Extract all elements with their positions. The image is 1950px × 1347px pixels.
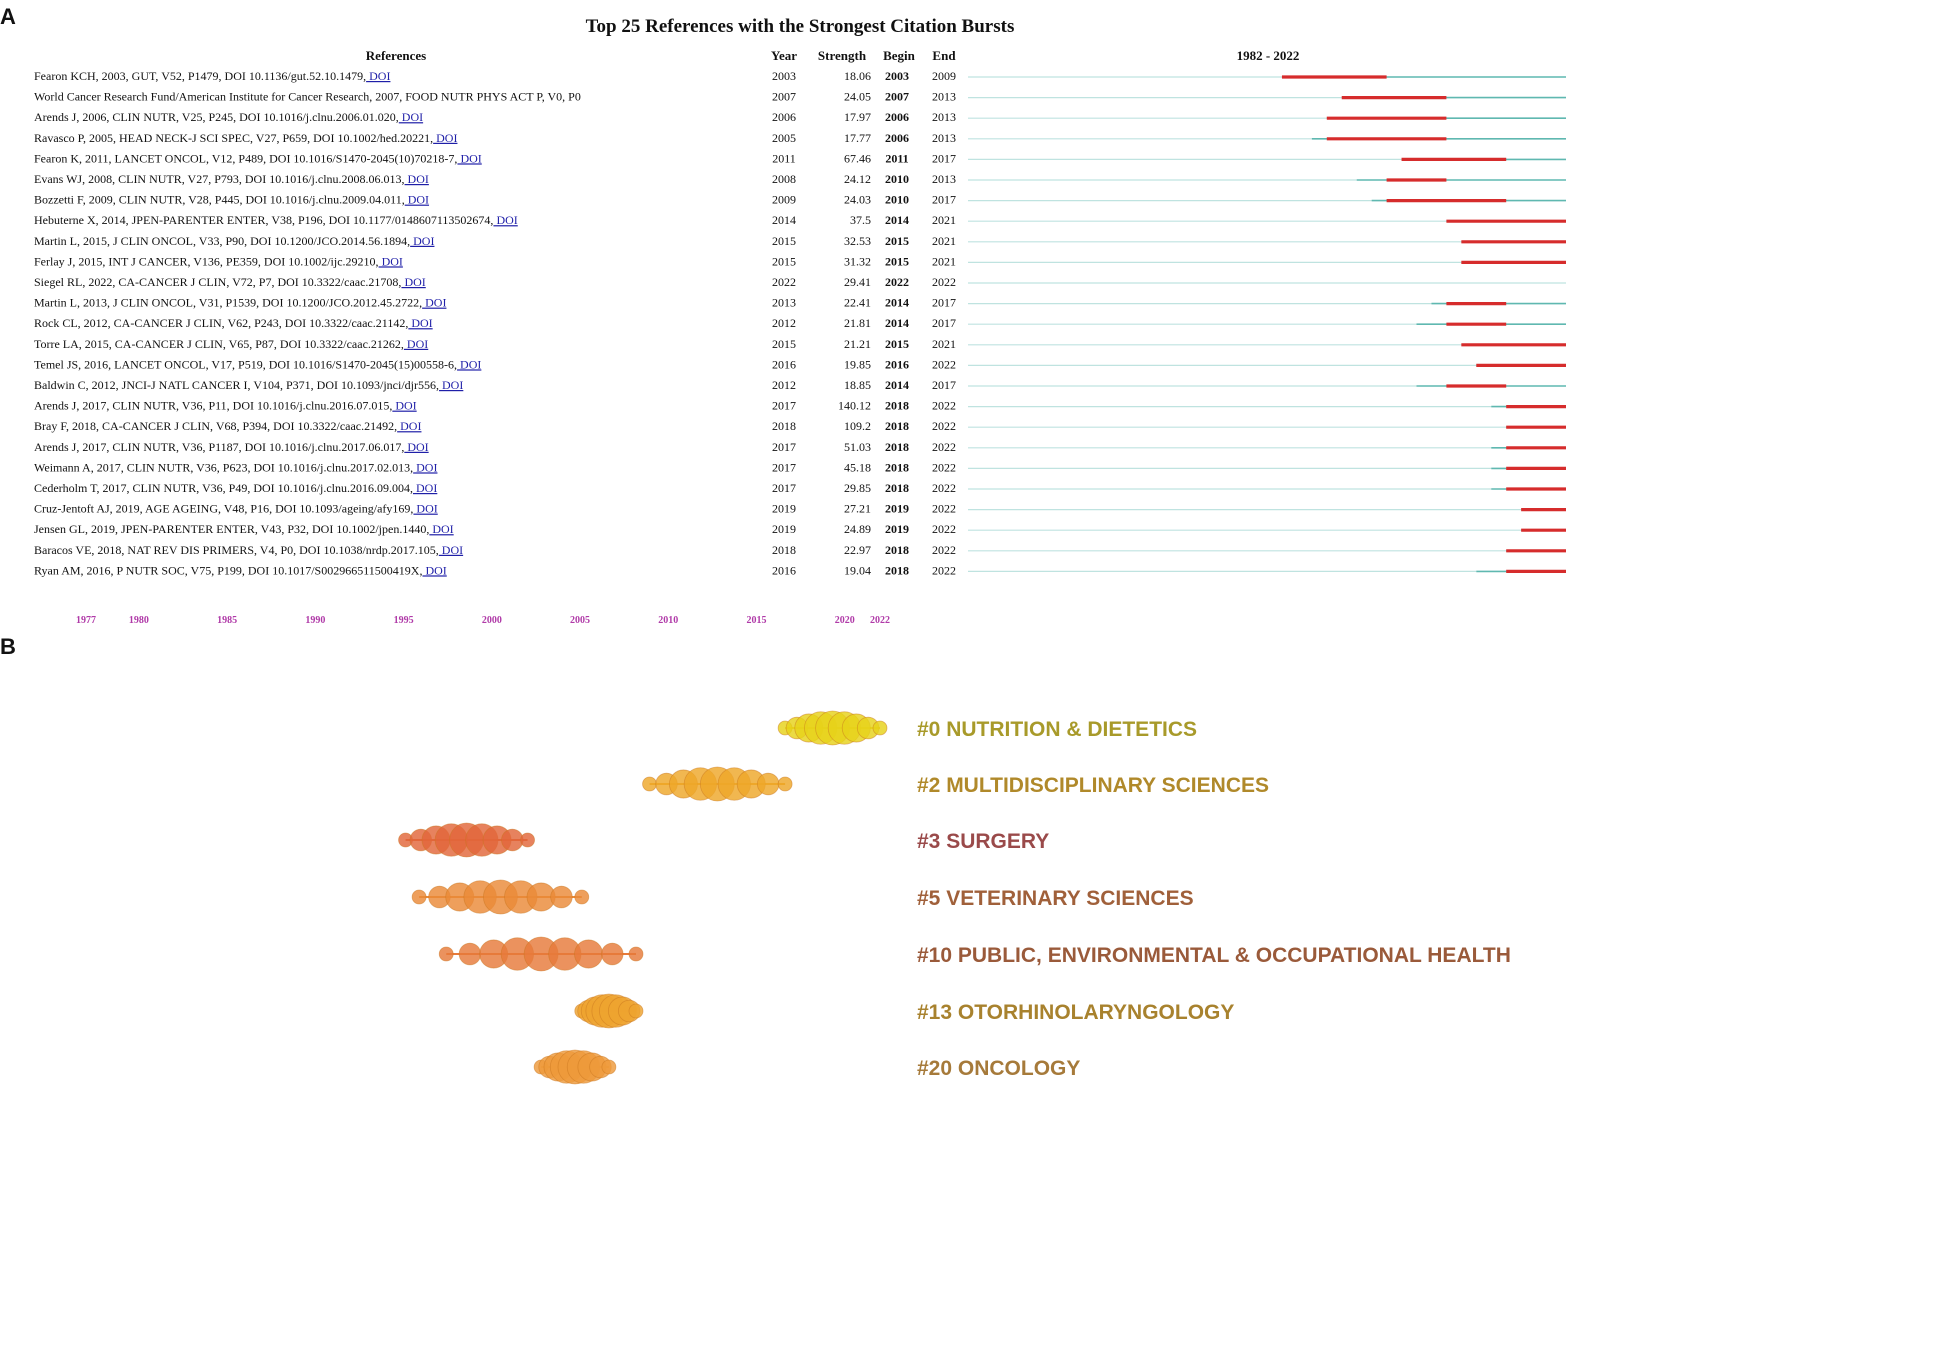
burst-end: 2022: [932, 522, 956, 537]
doi-link[interactable]: DOI: [493, 213, 518, 228]
burst-year: 2018: [772, 542, 796, 557]
burst-strength: 21.81: [844, 316, 871, 331]
doi-link[interactable]: DOI: [413, 501, 438, 516]
burst-reference: Temel JS, 2016, LANCET ONCOL, V17, P519, DOI 10.1016/S1470-2045(15)00558-6, DOI: [34, 357, 482, 372]
doi-link[interactable]: DOI: [403, 336, 429, 351]
burst-end: 2022: [932, 481, 956, 495]
burst-strength: 109.2: [844, 419, 871, 434]
burst-strength: 29.41: [844, 275, 871, 289]
burst-row: [34, 69, 1566, 83]
burst-end: 2022: [932, 542, 956, 557]
panel-b-label: B: [0, 634, 16, 659]
cluster-timeline: [399, 711, 1511, 1084]
doi-link[interactable]: DOI: [404, 192, 430, 207]
cluster-node: [601, 943, 623, 965]
burst-year: 2015: [772, 233, 796, 248]
timeline-tick-label: 2020: [834, 615, 855, 626]
burst-reference: Cederholm T, 2017, CLIN NUTR, V36, P49, DOI 10.1016/j.clnu.2016.09.004, DOI: [34, 481, 438, 495]
burst-row: [34, 193, 1566, 207]
timeline-tick-label: 1990: [305, 615, 326, 626]
doi-link[interactable]: DOI: [438, 542, 464, 557]
burst-reference: Arends J, 2017, CLIN NUTR, V36, P1187, DOI 10.1016/j.clnu.2017.06.017, DOI: [34, 439, 429, 454]
cluster-label: #10 PUBLIC, ENVIRONMENTAL & OCCUPATIONAL HEALTH: [917, 944, 1511, 967]
burst-year: 2014: [772, 213, 796, 228]
burst-end: 2017: [932, 295, 956, 310]
burst-begin: 2014: [885, 213, 909, 228]
burst-row: [34, 337, 1566, 351]
timeline-tick-label: 2000: [481, 615, 502, 626]
burst-row: [34, 481, 1566, 495]
burst-row: [34, 213, 1566, 227]
burst-begin: 2016: [885, 357, 909, 372]
cluster-node: [412, 890, 426, 904]
cluster-node: [439, 947, 453, 961]
burst-begin: 2010: [885, 172, 909, 186]
burst-row: [34, 234, 1566, 248]
doi-link[interactable]: DOI: [412, 481, 438, 495]
burst-row: [34, 378, 1566, 392]
burst-reference: Weimann A, 2017, CLIN NUTR, V36, P623, DOI 10.1016/j.clnu.2017.02.013, DOI: [34, 460, 438, 475]
burst-row: [34, 131, 1566, 145]
doi-link[interactable]: DOI: [404, 172, 429, 186]
col-header-end: End: [932, 48, 956, 63]
burst-begin: 2011: [885, 151, 909, 166]
burst-begin: 2018: [885, 398, 909, 413]
burst-end: 2013: [932, 130, 956, 145]
burst-row: [34, 543, 1566, 557]
burst-reference: Jensen GL, 2019, JPEN-PARENTER ENTER, V43, P32, DOI 10.1002/jpen.1440, DOI: [34, 522, 454, 537]
burst-table-title: Top 25 References with the Strongest Citation Bursts: [585, 16, 1015, 37]
cluster-row: [534, 1050, 1080, 1084]
burst-end: 2022: [932, 275, 956, 289]
burst-reference: Rock CL, 2012, CA-CANCER J CLIN, V62, P243, DOI 10.3322/caac.21142, DOI: [34, 316, 433, 331]
cluster-label: #5 VETERINARY SCIENCES: [917, 887, 1194, 910]
burst-reference: Bray F, 2018, CA-CANCER J CLIN, V68, P394, DOI 10.3322/caac.21492, DOI: [34, 419, 422, 434]
burst-row: [34, 151, 1566, 165]
burst-end: 2017: [932, 151, 956, 166]
burst-year: 2018: [772, 419, 796, 434]
doi-link[interactable]: DOI: [392, 398, 417, 413]
burst-strength: 24.03: [844, 192, 871, 207]
burst-reference: Baldwin C, 2012, JNCI-J NATL CANCER I, V104, P371, DOI 10.1093/jnci/djr556, DOI: [34, 378, 464, 392]
doi-link[interactable]: DOI: [422, 563, 447, 578]
doi-link[interactable]: DOI: [378, 254, 403, 269]
timeline-tick-label: 2005: [570, 615, 591, 626]
timeline-tick-label: 1985: [217, 615, 238, 626]
burst-reference: Baracos VE, 2018, NAT REV DIS PRIMERS, V4, P0, DOI 10.1038/nrdp.2017.105, DOI: [34, 542, 464, 557]
doi-link[interactable]: DOI: [422, 295, 447, 310]
burst-end: 2022: [932, 398, 956, 413]
cluster-node: [757, 773, 779, 795]
burst-reference: Evans WJ, 2008, CLIN NUTR, V27, P793, DOI 10.1016/j.clnu.2008.06.013, DOI: [34, 172, 429, 186]
burst-begin: 2006: [885, 110, 909, 125]
doi-link[interactable]: DOI: [413, 460, 438, 475]
doi-link[interactable]: DOI: [397, 419, 422, 434]
timeline-tick-label: 2010: [658, 615, 679, 626]
burst-strength: 18.06: [844, 69, 871, 83]
col-header-references: References: [365, 48, 427, 63]
burst-year: 2009: [772, 192, 796, 207]
cluster-row: [643, 767, 1269, 801]
burst-year: 2015: [772, 336, 796, 351]
doi-link[interactable]: DOI: [398, 110, 424, 125]
doi-link[interactable]: DOI: [457, 357, 482, 372]
burst-year: 2016: [772, 563, 796, 578]
burst-end: 2017: [932, 378, 956, 392]
timeline-tick-label: 1980: [128, 615, 149, 626]
burst-strength: 31.32: [844, 254, 871, 269]
burst-reference: Siegel RL, 2022, CA-CANCER J CLIN, V72, P7, DOI 10.3322/caac.21708, DOI: [34, 275, 426, 289]
burst-row: [34, 275, 1566, 289]
cluster-node: [574, 940, 602, 968]
burst-row: [34, 419, 1566, 433]
doi-link[interactable]: DOI: [401, 275, 426, 289]
burst-strength: 24.89: [844, 522, 871, 537]
cluster-node: [629, 947, 643, 961]
burst-row: [34, 460, 1566, 474]
col-header-range: 1982 - 2022: [1236, 48, 1300, 63]
burst-year: 2022: [772, 275, 796, 289]
burst-begin: 2018: [885, 563, 909, 578]
burst-strength: 18.85: [844, 378, 871, 392]
cluster-node: [501, 829, 523, 851]
burst-row: [34, 254, 1566, 268]
burst-begin: 2007: [885, 89, 909, 104]
burst-year: 2007: [772, 89, 796, 104]
burst-end: 2021: [932, 213, 956, 228]
burst-reference: Arends J, 2017, CLIN NUTR, V36, P11, DOI 10.1016/j.clnu.2016.07.015, DOI: [34, 398, 417, 413]
burst-row: [34, 110, 1566, 124]
burst-year: 2011: [772, 151, 796, 166]
burst-year: 2013: [772, 295, 796, 310]
burst-end: 2022: [932, 501, 956, 516]
burst-row: [34, 296, 1566, 310]
burst-strength: 37.5: [850, 213, 871, 228]
burst-begin: 2014: [885, 378, 909, 392]
burst-begin: 2014: [885, 295, 909, 310]
cluster-label: #20 ONCOLOGY: [917, 1057, 1081, 1080]
burst-strength: 22.41: [844, 295, 871, 310]
burst-reference: Ryan AM, 2016, P NUTR SOC, V75, P199, DOI 10.1017/S002966511500419X, DOI: [34, 563, 447, 578]
cluster-row: [778, 711, 1197, 745]
burst-year: 2017: [772, 481, 796, 495]
cluster-node: [602, 1060, 616, 1074]
cluster-label: #0 NUTRITION & DIETETICS: [917, 718, 1198, 741]
cluster-node: [873, 721, 887, 735]
timeline-tick-label: 2015: [746, 615, 767, 626]
burst-strength: 24.05: [844, 89, 871, 104]
doi-link[interactable]: DOI: [439, 378, 464, 392]
burst-year: 2005: [772, 130, 796, 145]
timeline-axis: [76, 615, 890, 626]
cluster-label: #3 SURGERY: [917, 830, 1050, 853]
burst-end: 2022: [932, 460, 956, 475]
burst-end: 2017: [932, 316, 956, 331]
burst-reference: Bozzetti F, 2009, CLIN NUTR, V28, P445, DOI 10.1016/j.clnu.2009.04.011, DOI: [34, 192, 430, 207]
burst-year: 2019: [772, 522, 796, 537]
burst-reference: Torre LA, 2015, CA-CANCER J CLIN, V65, P87, DOI 10.3322/caac.21262, DOI: [34, 336, 429, 351]
cluster-node: [643, 777, 657, 791]
burst-year: 2006: [772, 110, 796, 125]
burst-year: 2017: [772, 398, 796, 413]
burst-strength: 24.12: [844, 172, 871, 186]
burst-end: 2022: [932, 563, 956, 578]
cluster-label: #13 OTORHINOLARYNGOLOGY: [917, 1001, 1235, 1024]
burst-begin: 2019: [885, 501, 909, 516]
burst-end: 2021: [932, 336, 956, 351]
burst-end: 2013: [932, 172, 956, 186]
burst-year: 2017: [772, 439, 796, 454]
burst-begin: 2014: [885, 316, 909, 331]
doi-link[interactable]: DOI: [366, 69, 391, 83]
burst-end: 2013: [932, 89, 956, 104]
burst-strength: 140.12: [838, 398, 871, 413]
timeline-tick-label: 2022: [870, 615, 890, 626]
burst-begin: 2018: [885, 481, 909, 495]
burst-begin: 2006: [885, 130, 909, 145]
burst-reference: Martin L, 2015, J CLIN ONCOL, V33, P90, DOI 10.1200/JCO.2014.56.1894, DOI: [34, 233, 435, 248]
cluster-node: [629, 1004, 643, 1018]
burst-row: [34, 90, 1566, 104]
cluster-row: [439, 937, 1511, 971]
burst-strength: 19.04: [844, 563, 871, 578]
cluster-label: #2 MULTIDISCIPLINARY SCIENCES: [917, 774, 1269, 797]
burst-strength: 32.53: [844, 233, 871, 248]
cluster-node: [551, 886, 573, 908]
burst-reference: World Cancer Research Fund/American Institute for Cancer Research, 2007, FOOD NUTR PHYS ACT P, V0, P0: [34, 89, 581, 104]
col-header-year: Year: [771, 48, 797, 63]
cluster-row: [575, 994, 1235, 1028]
burst-end: 2021: [932, 254, 956, 269]
burst-strength: 27.21: [844, 501, 871, 516]
burst-reference: Cruz-Jentoft AJ, 2019, AGE AGEING, V48, P16, DOI 10.1093/ageing/afy169, DOI: [34, 501, 438, 516]
panel-a-label: A: [0, 4, 16, 29]
cluster-node: [521, 833, 535, 847]
burst-begin: 2019: [885, 522, 909, 537]
burst-begin: 2003: [885, 69, 909, 83]
burst-row: [34, 172, 1566, 186]
burst-year: 2017: [772, 460, 796, 475]
timeline-tick-label: 1977: [76, 615, 96, 626]
burst-end: 2022: [932, 357, 956, 372]
burst-row: [34, 357, 1566, 371]
burst-strength: 17.77: [844, 130, 871, 145]
burst-begin: 2015: [885, 254, 909, 269]
timeline-tick-label: 1995: [393, 615, 414, 626]
burst-begin: 2018: [885, 439, 909, 454]
burst-end: 2017: [932, 192, 956, 207]
burst-year: 2016: [772, 357, 796, 372]
burst-begin: 2015: [885, 336, 909, 351]
cluster-node: [778, 777, 792, 791]
burst-reference: Ravasco P, 2005, HEAD NECK-J SCI SPEC, V27, P659, DOI 10.1002/hed.20221, DOI: [34, 130, 458, 145]
burst-strength: 17.97: [844, 110, 871, 125]
burst-reference: Arends J, 2006, CLIN NUTR, V25, P245, DOI 10.1016/j.clnu.2006.01.020, DOI: [34, 110, 424, 125]
cluster-row: [399, 823, 1050, 857]
burst-year: 2015: [772, 254, 796, 269]
burst-row: [34, 440, 1566, 454]
burst-year: 2012: [772, 316, 796, 331]
burst-reference: Ferlay J, 2015, INT J CANCER, V136, PE359, DOI 10.1002/ijc.29210, DOI: [34, 254, 403, 269]
burst-begin: 2010: [885, 192, 909, 207]
burst-year: 2003: [772, 69, 796, 83]
doi-link[interactable]: DOI: [410, 233, 435, 248]
col-header-begin: Begin: [883, 48, 915, 63]
doi-link[interactable]: DOI: [457, 151, 482, 166]
burst-row: [34, 522, 1566, 536]
burst-strength: 67.46: [844, 151, 871, 166]
burst-strength: 29.85: [844, 481, 871, 495]
burst-year: 2008: [772, 172, 796, 186]
burst-strength: 19.85: [844, 357, 871, 372]
cluster-row: [412, 880, 1193, 914]
burst-end: 2009: [932, 69, 956, 83]
burst-year: 2019: [772, 501, 796, 516]
burst-row: [34, 563, 1566, 577]
doi-link[interactable]: DOI: [429, 522, 454, 537]
cluster-node: [459, 943, 481, 965]
burst-strength: 22.97: [844, 542, 871, 557]
burst-end: 2021: [932, 233, 956, 248]
burst-end: 2022: [932, 439, 956, 454]
burst-begin: 2018: [885, 542, 909, 557]
burst-reference: Hebuterne X, 2014, JPEN-PARENTER ENTER, V38, P196, DOI 10.1177/0148607113502674, DOI: [34, 213, 518, 228]
burst-begin: 2018: [885, 460, 909, 475]
col-header-strength: Strength: [817, 48, 867, 63]
doi-link[interactable]: DOI: [404, 439, 429, 454]
burst-strength: 21.21: [844, 336, 871, 351]
burst-row: [34, 316, 1566, 330]
doi-link[interactable]: DOI: [433, 130, 458, 145]
burst-begin: 2022: [885, 275, 909, 289]
doi-link[interactable]: DOI: [408, 316, 433, 331]
burst-row: [34, 399, 1566, 413]
burst-begin: 2018: [885, 419, 909, 434]
burst-year: 2012: [772, 378, 796, 392]
burst-strength: 45.18: [844, 460, 871, 475]
cluster-node: [575, 890, 589, 904]
burst-strength: 51.03: [844, 439, 871, 454]
burst-reference: Martin L, 2013, J CLIN ONCOL, V31, P1539, DOI 10.1200/JCO.2012.45.2722, DOI: [34, 295, 447, 310]
burst-end: 2022: [932, 419, 956, 434]
burst-reference: Fearon KCH, 2003, GUT, V52, P1479, DOI 10.1136/gut.52.10.1479, DOI: [34, 69, 391, 83]
burst-reference: Fearon K, 2011, LANCET ONCOL, V12, P489, DOI 10.1016/S1470-2045(10)70218-7, DOI: [34, 151, 482, 166]
burst-row: [34, 502, 1566, 516]
burst-end: 2013: [932, 110, 956, 125]
burst-rows: [34, 69, 1566, 577]
burst-begin: 2015: [885, 233, 909, 248]
